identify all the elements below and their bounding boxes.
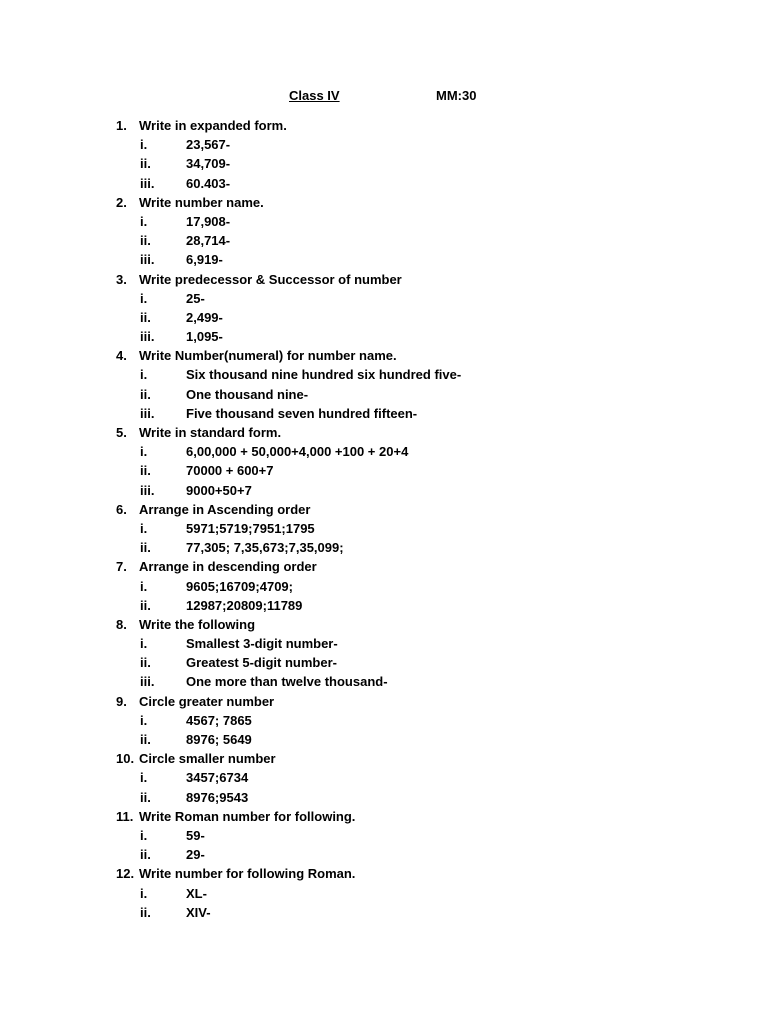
sub-question-item — [0, 365, 768, 384]
sub-question-text: 25- — [186, 290, 205, 306]
sub-question-text: 1,095- — [186, 329, 223, 345]
sub-question-item — [0, 634, 768, 653]
sub-question-number: i. — [140, 137, 148, 153]
sub-question-item — [0, 461, 768, 480]
sub-question-text: 5971;5719;7951;1795 — [186, 520, 315, 536]
sub-question-item — [0, 231, 768, 250]
question-number: 11. — [116, 808, 134, 824]
question-item — [0, 692, 768, 711]
question-text: Circle greater number — [139, 693, 275, 709]
sub-question-item — [0, 577, 768, 596]
sub-question-number: ii. — [140, 309, 151, 325]
sub-question-number: ii. — [140, 904, 151, 920]
sub-question-text: 34,709- — [186, 156, 231, 172]
question-list — [0, 116, 768, 922]
sub-question-text: 8976;9543 — [186, 789, 249, 805]
sub-question-item — [0, 135, 768, 154]
sub-question-text: 12987;20809;11789 — [186, 597, 303, 613]
max-marks: MM:30 — [436, 88, 477, 103]
sub-question-item — [0, 538, 768, 557]
sub-question-item — [0, 653, 768, 672]
sub-question-item — [0, 768, 768, 787]
sub-question-text: 8976; 5649 — [186, 732, 252, 747]
sub-question-number: i. — [140, 213, 148, 229]
sub-question-text: 70000 + 600+7 — [186, 463, 274, 479]
sub-question-number: iii. — [140, 252, 155, 268]
sub-question-number: i. — [140, 885, 148, 901]
question-number: 3. — [116, 271, 127, 287]
sub-question-number: ii. — [140, 540, 151, 556]
sub-question-item — [0, 174, 768, 193]
sub-question-item — [0, 596, 768, 615]
question-text: Circle smaller number — [139, 751, 276, 767]
sub-question-number: ii. — [140, 386, 151, 402]
sub-question-number: iii. — [140, 405, 155, 421]
question-number: 2. — [116, 194, 127, 210]
sub-question-item — [0, 903, 768, 922]
sub-question-item — [0, 519, 768, 538]
sub-question-number: i. — [140, 520, 148, 536]
question-item — [0, 346, 768, 365]
sub-question-text: 9605;16709;4709; — [186, 578, 293, 594]
sub-question-item — [0, 711, 768, 730]
sub-question-text: 60.403- — [186, 175, 231, 191]
question-text: Write in standard form. — [139, 425, 282, 440]
sub-question-text: 9000+50+7 — [186, 482, 252, 498]
question-number: 10. — [116, 751, 135, 767]
sub-question-text: 6,00,000 + 50,000+4,000 +100 + 20+4 — [186, 444, 409, 460]
sub-question-text: 6,919- — [186, 252, 223, 268]
question-number: 8. — [116, 616, 127, 632]
sub-question-text: 17,908- — [186, 213, 231, 229]
sub-question-item — [0, 154, 768, 173]
sub-question-text: 77,305; 7,35,673;7,35,099; — [186, 540, 344, 556]
sub-question-text: Five thousand seven hundred fifteen- — [186, 405, 418, 421]
question-text: Write the following — [139, 616, 256, 632]
question-text: Write number name. — [139, 194, 264, 210]
question-text: Write Number(numeral) for number name. — [139, 348, 397, 364]
sub-question-number: ii. — [140, 655, 151, 671]
sub-question-text: 29- — [186, 847, 205, 863]
sub-question-number: ii. — [140, 847, 151, 863]
sub-question-number: i. — [140, 827, 148, 843]
question-text: Write Roman number for following. — [139, 808, 356, 824]
sub-question-number: ii. — [140, 597, 151, 613]
sub-question-item — [0, 884, 768, 903]
question-number: 4. — [116, 348, 127, 364]
question-item — [0, 749, 768, 768]
sub-question-text: One more than twelve thousand- — [186, 674, 388, 690]
sub-question-number: ii. — [140, 732, 151, 747]
question-item — [0, 270, 768, 289]
sub-question-item — [0, 481, 768, 500]
question-item — [0, 864, 768, 883]
question-text: Arrange in Ascending order — [139, 501, 311, 517]
sub-question-text: One thousand nine- — [186, 386, 309, 402]
sub-question-item — [0, 788, 768, 807]
sub-question-number: iii. — [140, 329, 155, 345]
sub-question-item — [0, 845, 768, 864]
sub-question-number: iii. — [140, 482, 155, 498]
sub-question-text: XIV- — [186, 904, 211, 920]
sub-question-text: 23,567- — [186, 137, 231, 153]
class-title: Class IV — [289, 88, 340, 103]
question-number: 9. — [116, 693, 127, 709]
sub-question-number: i. — [140, 712, 148, 728]
question-item — [0, 557, 768, 576]
sub-question-item — [0, 289, 768, 308]
question-item — [0, 615, 768, 634]
worksheet-header — [0, 88, 768, 106]
sub-question-item — [0, 826, 768, 845]
question-item — [0, 423, 768, 442]
question-text: Write in expanded form. — [139, 118, 287, 133]
sub-question-number: i. — [140, 770, 148, 786]
sub-question-text: 4567; 7865 — [186, 712, 252, 728]
sub-question-text: XL- — [186, 885, 207, 901]
sub-question-text: 3457;6734 — [186, 770, 249, 786]
question-text: Write number for following Roman. — [139, 866, 356, 882]
sub-question-number: iii. — [140, 674, 155, 690]
question-number: 12. — [116, 866, 135, 882]
sub-question-item — [0, 327, 768, 346]
sub-question-number: i. — [140, 367, 148, 383]
question-text: Write predecessor & Successor of number — [139, 271, 402, 287]
sub-question-number: i. — [140, 636, 148, 652]
sub-question-number: ii. — [140, 156, 151, 172]
sub-question-item — [0, 672, 768, 691]
question-number: 7. — [116, 559, 127, 575]
sub-question-text: Greatest 5-digit number- — [186, 655, 337, 671]
sub-question-text: Smallest 3-digit number- — [186, 636, 338, 652]
sub-question-number: ii. — [140, 789, 151, 805]
question-text: Arrange in descending order — [139, 559, 317, 575]
sub-question-item — [0, 730, 768, 749]
sub-question-number: ii. — [140, 463, 151, 479]
sub-question-item — [0, 442, 768, 461]
question-number: 5. — [116, 425, 127, 440]
sub-question-item — [0, 385, 768, 404]
sub-question-text: 59- — [186, 827, 205, 843]
question-item — [0, 116, 768, 135]
sub-question-number: iii. — [140, 175, 155, 191]
sub-question-item — [0, 308, 768, 327]
question-number: 6. — [116, 501, 127, 517]
question-number: 1. — [116, 118, 127, 133]
question-item — [0, 500, 768, 519]
sub-question-item — [0, 212, 768, 231]
question-item — [0, 193, 768, 212]
sub-question-item — [0, 250, 768, 269]
sub-question-number: i. — [140, 444, 148, 460]
sub-question-text: Six thousand nine hundred six hundred five- — [186, 367, 462, 383]
question-item — [0, 807, 768, 826]
sub-question-text: 2,499- — [186, 309, 223, 325]
sub-question-number: i. — [140, 578, 148, 594]
sub-question-number: i. — [140, 290, 148, 306]
sub-question-number: ii. — [140, 233, 151, 249]
sub-question-item — [0, 404, 768, 423]
sub-question-text: 28,714- — [186, 233, 231, 249]
